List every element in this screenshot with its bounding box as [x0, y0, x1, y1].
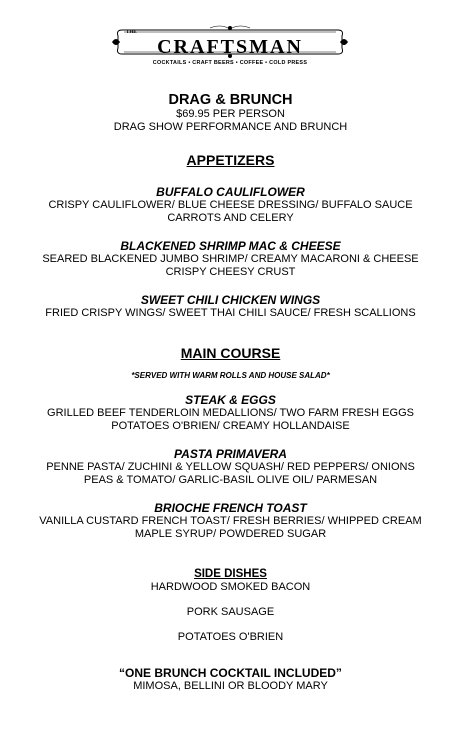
main-course-note: *SERVED WITH WARM ROLLS AND HOUSE SALAD*	[131, 371, 330, 380]
side-dish: PORK SAUSAGE	[186, 606, 275, 618]
menu-header	[0, 92, 461, 134]
item-desc: SEARED BLACKENED JUMBO SHRIMP/ CREAMY MACARONI & CHEESE	[42, 253, 419, 265]
item-desc: PENNE PASTA/ ZUCHINI & YELLOW SQUASH/ RED PEPPERS/ ONIONS	[46, 461, 415, 473]
main-item	[0, 447, 461, 487]
main-item	[0, 393, 461, 433]
item-desc: PEAS & TOMATO/ GARLIC-BASIL OLIVE OIL/ PARMESAN	[83, 474, 378, 486]
appetizers-heading: APPETIZERS	[186, 152, 275, 168]
main-item	[0, 501, 461, 541]
menu-price: $69.95 PER PERSON	[176, 108, 285, 120]
item-name: BUFFALO CAULIFLOWER	[156, 185, 305, 199]
item-name: BLACKENED SHRIMP MAC & CHEESE	[120, 239, 341, 253]
appetizer-item	[0, 293, 461, 320]
side-dish: POTATOES O'BRIEN	[177, 631, 284, 643]
item-desc: CARROTS AND CELERY	[167, 212, 294, 224]
menu	[0, 92, 461, 693]
menu-title: DRAG & BRUNCH	[168, 92, 293, 108]
item-desc: VANILLA CUSTARD FRENCH TOAST/ FRESH BERRIES/ WHIPPED CREAM	[39, 515, 422, 527]
side-dishes-heading: SIDE DISHES	[194, 568, 267, 580]
item-desc: MAPLE SYRUP/ POWDERED SUGAR	[134, 528, 327, 540]
item-desc: FRIED CRISPY WINGS/ SWEET THAI CHILI SAUCE/ FRESH SCALLIONS	[45, 307, 416, 319]
logo-name: CRAFTSMAN	[157, 36, 303, 58]
appetizer-item	[0, 239, 461, 279]
item-name: BRIOCHE FRENCH TOAST	[154, 501, 307, 515]
cocktail-options: MIMOSA, BELLINI OR BLOODY MARY	[133, 680, 328, 692]
craftsman-logo	[110, 22, 350, 72]
main-course-heading: MAIN COURSE	[180, 345, 281, 361]
logo-tagline: COCKTAILS • CRAFT BEERS • COFFEE • COLD PRESS	[152, 60, 308, 66]
item-desc: CRISPY CHEESY CRUST	[165, 266, 296, 278]
side-dish: HARDWOOD SMOKED BACON	[150, 581, 311, 593]
item-name: SWEET CHILI CHICKEN WINGS	[140, 293, 321, 307]
item-name: PASTA PRIMAVERA	[174, 447, 287, 461]
logo-the: THE	[126, 30, 137, 35]
cocktail-heading: “ONE BRUNCH COCKTAIL INCLUDED”	[119, 666, 342, 680]
item-desc: CRISPY CAULIFLOWER/ BLUE CHEESE DRESSING/ BUFFALO SAUCE	[48, 199, 413, 211]
item-name: STEAK & EGGS	[185, 393, 276, 407]
item-desc: POTATOES O'BRIEN/ CREAMY HOLLANDAISE	[111, 420, 350, 432]
menu-subtitle: DRAG SHOW PERFORMANCE AND BRUNCH	[113, 121, 348, 133]
appetizer-item	[0, 185, 461, 225]
item-desc: GRILLED BEEF TENDERLOIN MEDALLIONS/ TWO FARM FRESH EGGS	[47, 407, 414, 419]
